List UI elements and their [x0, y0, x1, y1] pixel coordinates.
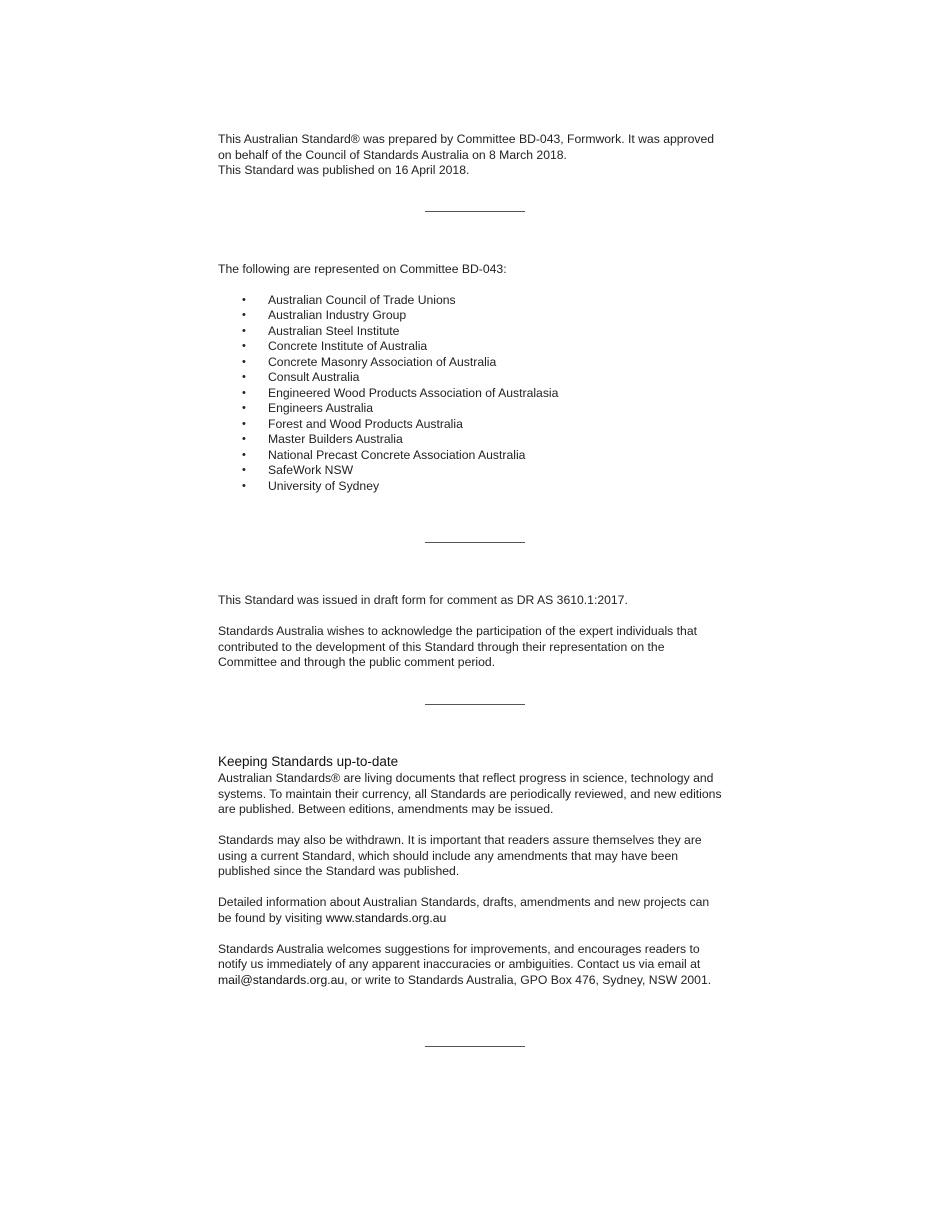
paragraph-line: systems. To maintain their currency, all Standards are periodically reviewed, and new editions — [218, 786, 722, 801]
section-divider — [425, 211, 525, 212]
bullet-icon: • — [242, 386, 246, 399]
paragraph-line: are published. Between editions, amendments may be issued. — [218, 802, 554, 816]
member-name: Australian Industry Group — [268, 308, 407, 322]
list-item — [218, 308, 738, 324]
bullet-icon: • — [242, 464, 246, 476]
approval-text-line-1: This Australian Standard® was prepared by Committee BD-043, Formwork. It was approved — [218, 132, 715, 146]
list-item — [218, 324, 738, 340]
paragraph-line — [218, 973, 738, 989]
member-name: Australian Steel Institute — [268, 323, 400, 338]
draft-issued-text: This Standard was issued in draft form for comment as DR AS 3610.1:2017. — [218, 593, 628, 607]
member-name: Engineered Wood Products Association of Australasia — [268, 385, 559, 400]
paragraph-line: Australian Standards® are living documents that reflect progress in science, technology and — [218, 771, 714, 785]
paragraph-line: using a current Standard, which should include any amendments that may have been — [218, 848, 679, 863]
draft-section — [218, 593, 738, 671]
paragraph-line: Detailed information about Australian Standards, drafts, amendments and new projects can — [218, 895, 710, 909]
email-link[interactable]: mail@standards.org.au — [218, 972, 345, 987]
bullet-icon: • — [242, 293, 246, 306]
paragraph-text: , or write to Standards Australia, GPO Box 476, Sydney, NSW 2001. — [344, 972, 712, 987]
bullet-icon: • — [242, 355, 246, 368]
approval-section — [218, 132, 738, 179]
bullet-icon: • — [242, 448, 246, 461]
acknowledgement-line-3: Committee and through the public comment period. — [218, 655, 496, 669]
member-name: SafeWork NSW — [268, 463, 354, 477]
member-name: Concrete Masonry Association of Australia — [268, 354, 497, 369]
bullet-icon: • — [242, 340, 246, 352]
paragraph-text: be found by visiting — [218, 910, 326, 925]
section-divider — [425, 704, 525, 705]
list-item — [218, 370, 738, 386]
committee-section — [218, 262, 738, 494]
bullet-icon: • — [242, 402, 246, 414]
list-item — [218, 386, 738, 402]
paragraph-line: notify us immediately of any apparent inaccuracies or ambiguities. Contact us via email at — [218, 957, 701, 971]
paragraph-line: Standards may also be withdrawn. It is important that readers assure themselves they are — [218, 833, 702, 847]
list-item — [218, 463, 738, 479]
paragraph-line: published since the Standard was published. — [218, 864, 460, 878]
member-name: Concrete Institute of Australia — [268, 339, 428, 353]
list-item — [218, 448, 738, 464]
member-name: Consult Australia — [268, 370, 360, 384]
committee-intro: The following are represented on Committee BD-043: — [218, 262, 507, 276]
bullet-icon: • — [242, 479, 246, 492]
bullet-icon: • — [242, 324, 246, 337]
bullet-icon: • — [242, 371, 246, 383]
list-item — [218, 479, 738, 495]
approval-text-line-2: on behalf of the Council of Standards Australia on 8 March 2018. — [218, 147, 567, 162]
acknowledgement-line-2: contributed to the development of this Standard through their representation on the — [218, 639, 665, 654]
member-name: University of Sydney — [268, 478, 380, 493]
list-item — [218, 401, 738, 417]
member-name: Engineers Australia — [268, 401, 374, 415]
section-divider — [425, 542, 525, 543]
section-heading: Keeping Standards up-to-date — [218, 754, 399, 769]
list-item — [218, 355, 738, 371]
committee-member-list — [218, 293, 738, 495]
member-name: Australian Council of Trade Unions — [268, 292, 456, 307]
member-name: National Precast Concrete Association Australia — [268, 447, 526, 462]
bullet-icon: • — [242, 417, 246, 430]
member-name: Master Builders Australia — [268, 432, 403, 446]
list-item — [218, 339, 738, 355]
section-divider — [425, 1046, 525, 1047]
website-link[interactable]: www.standards.org.au — [325, 910, 447, 925]
bullet-icon: • — [242, 433, 246, 445]
acknowledgement-line-1: Standards Australia wishes to acknowledge the participation of the expert individuals that — [218, 624, 697, 638]
paragraph-line: Standards Australia welcomes suggestions for improvements, and encourages readers to — [218, 941, 700, 956]
publication-date-text: This Standard was published on 16 April 2018. — [218, 163, 470, 177]
member-name: Forest and Wood Products Australia — [268, 416, 463, 431]
paragraph-line — [218, 911, 738, 927]
list-item — [218, 293, 738, 309]
keeping-up-to-date-section — [218, 754, 738, 988]
bullet-icon: • — [242, 309, 246, 321]
list-item — [218, 417, 738, 433]
list-item — [218, 432, 738, 448]
